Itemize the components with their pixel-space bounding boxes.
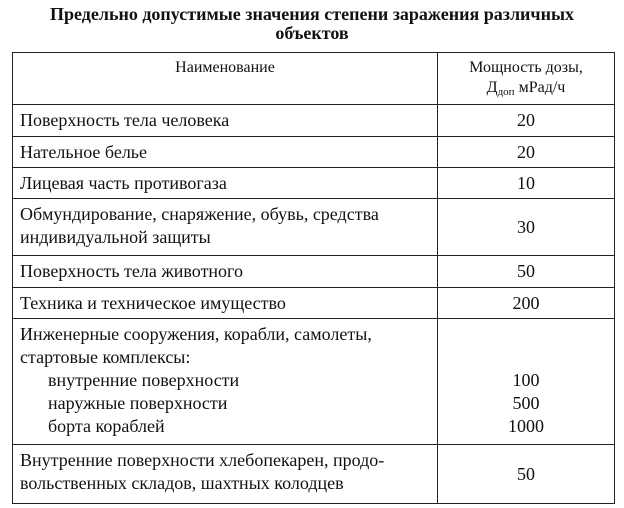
table-row bbox=[13, 137, 615, 168]
row-name-cell bbox=[13, 105, 438, 137]
row-value: 20 bbox=[438, 105, 615, 137]
row-value-stack bbox=[438, 319, 615, 445]
table-row bbox=[13, 319, 615, 445]
row-name-line-1: Внутренние поверхности хлебопекарен, продо- bbox=[20, 450, 385, 470]
row-name: Нательное белье bbox=[20, 142, 148, 162]
table-row bbox=[13, 168, 615, 199]
row-name: Лицевая часть противогаза bbox=[20, 173, 227, 193]
sub-item-label: внутренние поверхности bbox=[48, 370, 240, 390]
sub-item-label: наружные поверхности bbox=[48, 393, 228, 413]
table-row bbox=[13, 105, 615, 137]
row-value: 50 bbox=[438, 445, 615, 504]
row-value: 30 bbox=[438, 199, 615, 256]
dose-unit: мРад/ч bbox=[518, 79, 566, 96]
row-value: 10 bbox=[438, 168, 615, 199]
row-value: 20 bbox=[438, 137, 615, 168]
contamination-limits-table bbox=[12, 52, 615, 504]
table-header-row bbox=[13, 53, 615, 105]
column-header-dose-label: Мощность дозы, bbox=[469, 59, 583, 76]
row-name-line-2: вольственных складов, шахтных колодцев bbox=[20, 473, 344, 493]
row-name-cell bbox=[13, 168, 438, 199]
column-header-dose-unit bbox=[438, 78, 614, 98]
dose-subscript: доп bbox=[497, 86, 515, 98]
row-name-cell bbox=[13, 319, 438, 445]
row-name-line-1: Инженерные сооружения, корабли, самолеты, bbox=[20, 324, 372, 344]
row-name: Поверхность тела животного bbox=[20, 261, 243, 281]
row-name-cell bbox=[13, 137, 438, 168]
row-name-cell bbox=[13, 445, 438, 504]
row-name: Техника и техническое имущество bbox=[20, 293, 286, 313]
row-name-cell bbox=[13, 256, 438, 288]
title-line-1: Предельно допустимые значения степени заражения различных bbox=[49, 4, 575, 24]
title-line-2: объектов bbox=[275, 23, 349, 43]
column-header-name-label: Наименование bbox=[175, 59, 275, 76]
row-name: Поверхность тела человека bbox=[20, 110, 230, 130]
table-row bbox=[13, 445, 615, 504]
row-name-line-1: Обмундирование, снаряжение, обувь, средства bbox=[20, 204, 379, 224]
column-header-name bbox=[13, 53, 438, 105]
dose-symbol: Д bbox=[486, 79, 498, 96]
table-row bbox=[13, 288, 615, 319]
sub-item-value: 100 bbox=[512, 370, 540, 390]
sub-item-value: 500 bbox=[512, 393, 540, 413]
page-title bbox=[0, 5, 624, 43]
table-row bbox=[13, 199, 615, 256]
row-name-line-2: стартовые комплексы: bbox=[20, 347, 191, 367]
table-row bbox=[13, 256, 615, 288]
column-header-dose bbox=[438, 53, 615, 105]
sub-item-value: 1000 bbox=[508, 416, 544, 436]
row-value: 200 bbox=[438, 288, 615, 319]
row-name-cell bbox=[13, 199, 438, 256]
row-name-cell bbox=[13, 288, 438, 319]
row-name-line-2: индивидуальной защиты bbox=[20, 227, 211, 247]
sub-item-label: борта кораблей bbox=[48, 416, 165, 436]
row-value: 50 bbox=[438, 256, 615, 288]
